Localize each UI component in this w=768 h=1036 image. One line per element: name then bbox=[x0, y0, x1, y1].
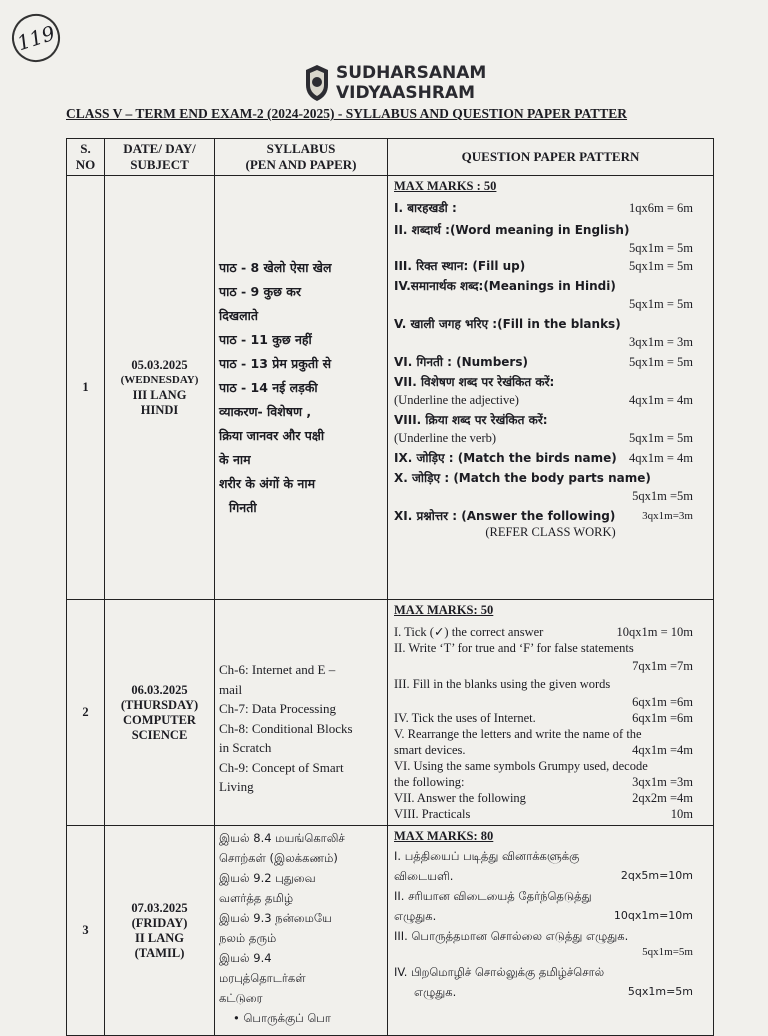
row-question-pattern: MAX MARKS : 50 I. बारहखडी : 1qx6m = 6m II. शब्दार्थ :(Word meaning in English) 5qx1m = 5m III. रिक्त स्थान: (Fill up) 5qx1m = 5m IV.समानार्थक शब्द:(Meanings in Hindi) 5qx1m = 5m V. खाली जगह भरिए :(Fill in the blanks) 3qx1m = 3m VI. गिनती : (Numbers) 5qx1m = 5m VII. विशेषण शब्द पर रेखंकित करें: (Underline the adjective) 4qx1m = 4m VIII. क्रिया शब्द पर रेखंकित करें: (Underline the verb) 5qx1m = 5m IX. जोड़िए : (Match the birds name) 4qx1m = 4m X. जोड़िए : (Match the body parts name) 5qx1m =5m XI. प्रश्नोत्तर : (Answer the following) 3qx1m=3m (REFER CLASS WORK) bbox=[388, 176, 714, 600]
school-name-line2: VIDYAASHRAM bbox=[336, 83, 475, 103]
header-date-day-subject: DATE/ DAY/ SUBJECT bbox=[105, 139, 215, 176]
table-row bbox=[67, 176, 714, 600]
syllabus-table bbox=[66, 138, 714, 1036]
header-sno: S. NO bbox=[67, 139, 105, 176]
row-sno: 1 bbox=[67, 176, 105, 600]
row-date-subject: 07.03.2025 (FRIDAY) II LANG (TAMIL) bbox=[105, 826, 215, 1036]
school-name-line1: SUDHARSANAM bbox=[336, 63, 487, 83]
page-number: 119 bbox=[6, 8, 66, 68]
refer-note: (REFER CLASS WORK) bbox=[485, 525, 616, 539]
row-sno: 2 bbox=[67, 600, 105, 826]
table-row bbox=[67, 600, 714, 826]
row-syllabus: Ch-6: Internet and E – mail Ch-7: Data Processing Ch-8: Conditional Blocks in Scratch Ch-9: Concept of Smart Living bbox=[215, 600, 388, 826]
table-header-row bbox=[67, 139, 714, 176]
document-title: CLASS V – TERM END EXAM-2 (2024-2025) - SYLLABUS AND QUESTION PAPER PATTER bbox=[66, 106, 628, 121]
school-logo bbox=[304, 60, 486, 106]
row-date-subject: 05.03.2025 (WEDNESDAY) III LANG HINDI bbox=[105, 176, 215, 600]
row-question-pattern: MAX MARKS: 80 I. பத்தியைப் படித்து வினாக்களுக்கு விடையளி. 2qx5m=10m II. சரியான விடையைத் தேர்ந்தெடுத்து எழுதுக. 10qx1m=10m III. பொருத்தமான சொல்லை எடுத்து எழுதுக. 5qx1m=5m IV. பிறமொழிச் சொல்லுக்கு தமிழ்ச்சொல் எழுதுக. 5qx1m=5m bbox=[388, 826, 714, 1036]
row-date-subject: 06.03.2025 (THURSDAY) COMPUTER SCIENCE bbox=[105, 600, 215, 826]
school-emblem-icon bbox=[304, 63, 330, 103]
header-question-paper-pattern: QUESTION PAPER PATTERN bbox=[388, 139, 714, 176]
max-marks: MAX MARKS: 50 bbox=[394, 603, 494, 617]
table-row bbox=[67, 826, 714, 1036]
max-marks: MAX MARKS: 80 bbox=[394, 829, 494, 843]
max-marks: MAX MARKS : 50 bbox=[394, 179, 497, 193]
header-syllabus: SYLLABUS (PEN AND PAPER) bbox=[215, 139, 388, 176]
row-syllabus: पाठ - 8 खेलो ऐसा खेल पाठ - 9 कुछ कर दिखलाते पाठ - 11 कुछ नहीं पाठ - 13 प्रेम प्रकुती से पाठ - 14 नई लड़की व्याकरण- विशेषण , क्रिया जानवर और पक्षी के नाम शरीर के अंगों के नाम गिनती bbox=[215, 176, 388, 600]
row-syllabus: இயல் 8.4 மயங்கொலிச் சொற்கள் (இலக்கணம்) இயல் 9.2 புதுவை வளர்த்த தமிழ் இயல் 9.3 நன்மையே நலம் தரும் இயல் 9.4 மரபுத்தொடர்கள் கட்டுரை • பொருக்குப் பொ bbox=[215, 826, 388, 1036]
row-question-pattern: MAX MARKS: 50 I. Tick (✓) the correct answer 10qx1m = 10m II. Write ‘T’ for true and ‘F’ for false statements 7qx1m =7m III. Fill in the blanks using the given words 6qx1m =6m IV. Tick the uses of Internet. 6qx1m =6m V. Rearrange the letters and write the name of the smart devices. 4qx1m =4m VI. Using the same symbols Grumpy used, decode the following: 3qx1m =3m VII. Answer the following 2qx2m =4m VIII. Practicals 10m bbox=[388, 600, 714, 826]
row-sno: 3 bbox=[67, 826, 105, 1036]
